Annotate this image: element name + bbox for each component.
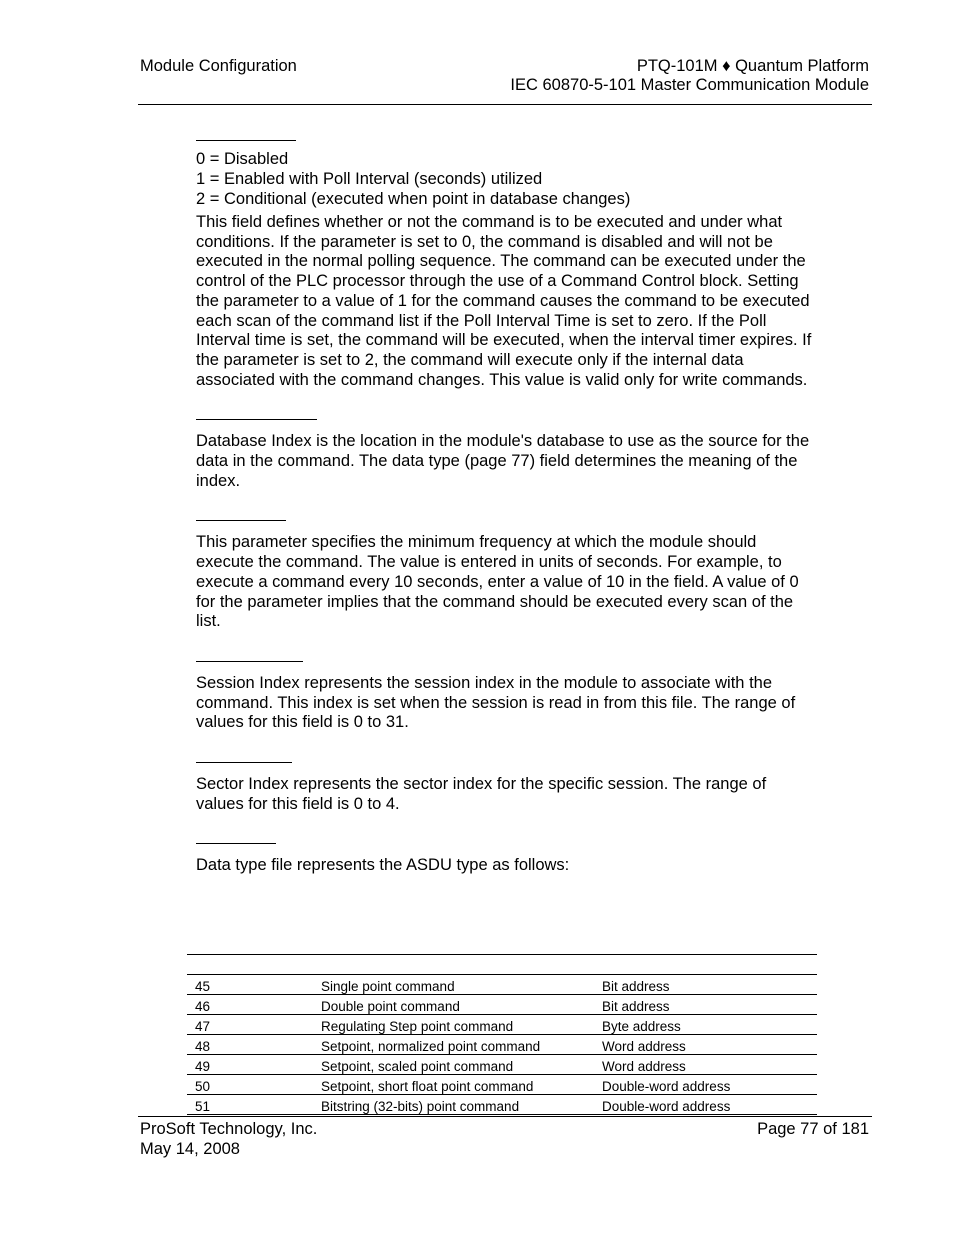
poll-interval-description: This parameter specifies the minimum frequency at which the module should execute the command. The value is entered in units of seconds. For example, to execute a command every 10 seconds, enter a value of 10 in the field. A value of 0 for the parameter implies that the command should be executed every scan of the list. — [196, 533, 799, 631]
asdu-description-cell: Regulating Step point command — [313, 1015, 594, 1035]
list-item: 2 = Conditional (executed when point in database changes) — [196, 190, 631, 208]
table-header-cell — [313, 955, 594, 975]
asdu-address-cell: Double-word address — [594, 1095, 817, 1115]
table-row — [187, 1095, 817, 1115]
list-item: 1 = Enabled with Poll Interval (seconds) utilized — [196, 170, 543, 188]
sector-index-description: Sector Index represents the sector index for the specific session. The range of values for this field is 0 to 4. — [196, 775, 767, 813]
data-type-section — [196, 843, 818, 876]
heading-placeholder — [196, 661, 303, 662]
asdu-address-cell: Word address — [594, 1035, 817, 1055]
list-item: 0 = Disabled — [196, 150, 289, 168]
asdu-description-cell: Setpoint, short float point command — [313, 1075, 594, 1095]
heading-placeholder — [196, 762, 292, 763]
asdu-type-cell: 47 — [187, 1015, 313, 1035]
header-section-title: Module Configuration — [140, 57, 297, 75]
asdu-type-cell: 49 — [187, 1055, 313, 1075]
header-product-line1: PTQ-101M ♦ Quantum Platform — [636, 57, 869, 75]
session-index-section — [196, 661, 818, 733]
asdu-description-cell: Single point command — [313, 975, 594, 995]
enable-description: This field defines whether or not the command is to be executed and under what conditions. If the parameter is set to 0, the command is disabled and will not be executed in the normal polling sequence. The command can be executed under the control of the PLC processor through the use of a Command Control block. Setting the parameter to a value of 1 for the command causes the command to be executed each scan of the command list if the Poll Interval Time is set to zero. If the Poll Interval time is set, the command will be executed, when the interval timer expires. If the parameter is set to 2, the command will execute only if the internal data associated with the command changes. This value is valid only for write commands. — [196, 213, 812, 389]
heading-placeholder — [196, 140, 296, 141]
asdu-type-cell: 45 — [187, 975, 313, 995]
table-row — [187, 1035, 817, 1055]
asdu-type-cell: 46 — [187, 995, 313, 1015]
footer-left — [140, 1120, 317, 1159]
table-header-row — [187, 955, 817, 975]
enable-section — [196, 140, 818, 390]
table-row — [187, 975, 817, 995]
table-row — [187, 1015, 817, 1035]
database-index-section — [196, 419, 818, 491]
asdu-description-cell: Setpoint, normalized point command — [313, 1035, 594, 1055]
asdu-address-cell: Double-word address — [594, 1075, 817, 1095]
heading-placeholder — [196, 419, 317, 420]
asdu-description-cell: Setpoint, scaled point command — [313, 1055, 594, 1075]
sector-index-section — [196, 762, 818, 814]
footer-company: ProSoft Technology, Inc. — [140, 1120, 318, 1138]
asdu-type-cell: 50 — [187, 1075, 313, 1095]
database-index-description: Database Index is the location in the module's database to use as the source for the data in the command. The data type (page 77) field determines the meaning of the index. — [196, 432, 810, 490]
asdu-description-cell: Bitstring (32-bits) point command — [313, 1095, 594, 1115]
enable-options-list — [196, 149, 818, 209]
poll-interval-section — [196, 520, 818, 632]
footer-date: May 14, 2008 — [140, 1139, 240, 1158]
asdu-description-cell: Double point command — [313, 995, 594, 1015]
table-header-cell — [594, 955, 817, 975]
asdu-address-cell: Bit address — [594, 995, 817, 1015]
asdu-address-cell: Byte address — [594, 1015, 817, 1035]
table-row — [187, 1055, 817, 1075]
asdu-table — [187, 954, 817, 1115]
table-row — [187, 995, 817, 1015]
header-product — [510, 57, 869, 95]
header-product-line2: IEC 60870-5-101 Master Communication Module — [510, 76, 869, 94]
data-type-description: Data type file represents the ASDU type as follows: — [196, 856, 570, 875]
asdu-address-cell: Bit address — [594, 975, 817, 995]
footer-page-number: Page 77 of 181 — [757, 1120, 869, 1138]
table-row — [187, 1075, 817, 1095]
asdu-address-cell: Word address — [594, 1055, 817, 1075]
table-header-cell — [187, 955, 313, 975]
footer-divider — [138, 1116, 872, 1117]
session-index-description: Session Index represents the session index in the module to associate with the command. This index is set when the session is read in from this file. The range of values for this field is 0 to 31. — [196, 673, 796, 732]
asdu-type-cell: 51 — [187, 1095, 313, 1115]
asdu-table-container — [187, 954, 817, 1115]
page-body — [196, 140, 818, 905]
asdu-type-cell: 48 — [187, 1035, 313, 1055]
heading-placeholder — [196, 843, 276, 844]
heading-placeholder — [196, 520, 286, 521]
header-divider — [138, 104, 872, 105]
